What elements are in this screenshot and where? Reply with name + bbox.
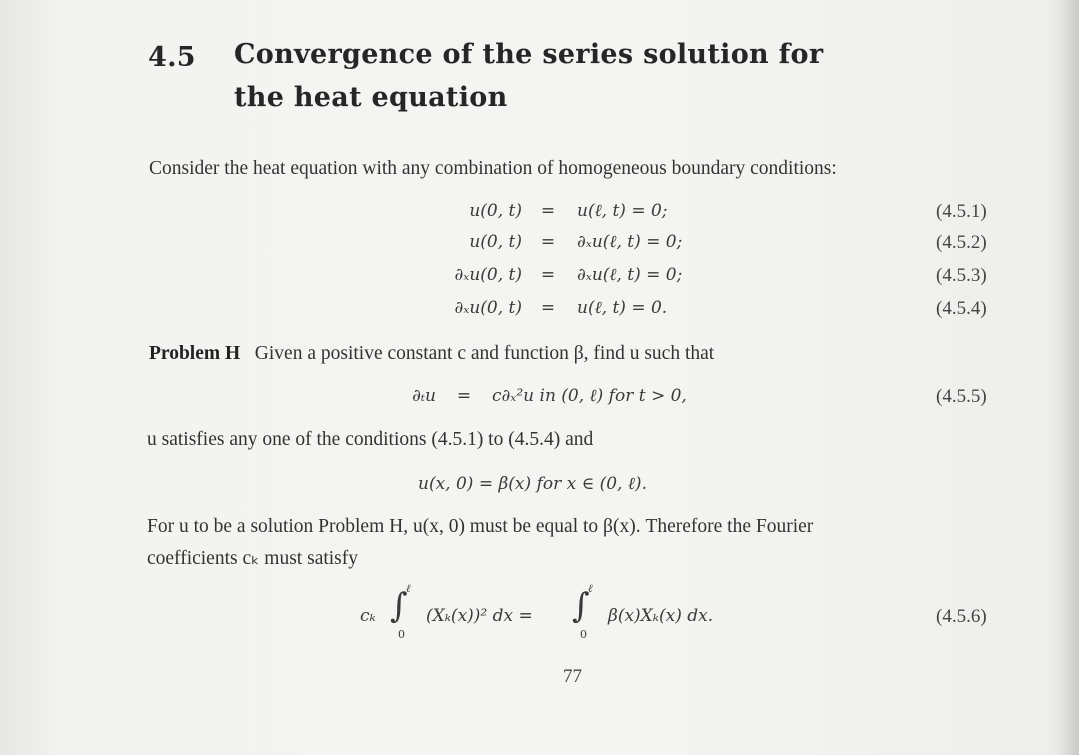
coef-eq-tag: (4.5.6) (936, 606, 987, 627)
pde-lhs: ∂ₜu (412, 386, 436, 406)
intro-paragraph: Consider the heat equation with any combination of homogeneous boundary conditions: (149, 158, 837, 179)
integral-sign: ∫ (390, 586, 408, 626)
equation-4-5-4 (0, 298, 1079, 326)
problem-label: Problem H (149, 343, 241, 364)
fourier-paragraph-line-1: For u to be a solution Problem H, u(x, 0) must be equal to β(x). Therefore the Fourier (147, 516, 814, 537)
eq-relation: = (540, 232, 556, 252)
eq-relation: = (540, 201, 556, 221)
eq-rhs: u(ℓ, t) = 0. (577, 298, 668, 318)
integrand-right: β(x)Xₖ(x) dx. (608, 606, 714, 626)
eq-rhs: ∂ₓu(ℓ, t) = 0; (577, 232, 683, 252)
integral-sign: ∫ (572, 586, 590, 626)
coef-symbol: cₖ (360, 606, 376, 626)
integral-lower-limit: 0 (580, 628, 587, 641)
equation-4-5-3 (0, 265, 1079, 293)
eq-tag: (4.5.4) (936, 298, 987, 319)
problem-statement (149, 343, 714, 365)
pde-rhs: c∂ₓ²u in (0, ℓ) for t > 0, (492, 386, 687, 406)
section-number: 4.5 (148, 42, 196, 73)
satisfies-paragraph: u satisfies any one of the conditions (4.5.1) to (4.5.4) and (147, 429, 594, 450)
pde-tag: (4.5.5) (936, 386, 987, 407)
eq-rhs: ∂ₓu(ℓ, t) = 0; (577, 265, 683, 285)
integral-lower-limit: 0 (398, 628, 405, 641)
equation-4-5-1 (0, 201, 1079, 229)
eq-relation: = (540, 265, 556, 285)
eq-tag: (4.5.2) (936, 232, 987, 253)
integral-upper-limit: ℓ (406, 582, 411, 595)
section-title: Convergence of the series solution for the heat equation (234, 39, 824, 113)
eq-tag: (4.5.1) (936, 201, 987, 222)
equation-4-5-5 (0, 386, 1079, 414)
eq-rhs: u(ℓ, t) = 0; (577, 201, 668, 221)
fourier-paragraph-line-2: coefficients cₖ must satisfy (147, 548, 359, 569)
page-edge-shadow (1061, 0, 1079, 755)
integral-upper-limit: ℓ (588, 582, 593, 595)
eq-tag: (4.5.3) (936, 265, 987, 286)
page-number: 77 (563, 666, 582, 687)
eq-lhs: u(0, t) (469, 232, 522, 252)
eq-lhs: ∂ₓu(0, t) (454, 298, 522, 318)
eq-relation: = (540, 298, 556, 318)
integrand-left: (Xₖ(x))² dx = (426, 606, 533, 626)
equation-4-5-6 (360, 582, 920, 642)
eq-lhs: u(0, t) (469, 201, 522, 221)
problem-text: Given a positive constant c and function β, find u such that (254, 343, 715, 364)
initial-condition: u(x, 0) = β(x) for x ∈ (0, ℓ). (418, 474, 647, 494)
eq-lhs: ∂ₓu(0, t) (454, 265, 522, 285)
pde-relation: = (456, 386, 472, 406)
equation-4-5-2 (0, 232, 1079, 260)
